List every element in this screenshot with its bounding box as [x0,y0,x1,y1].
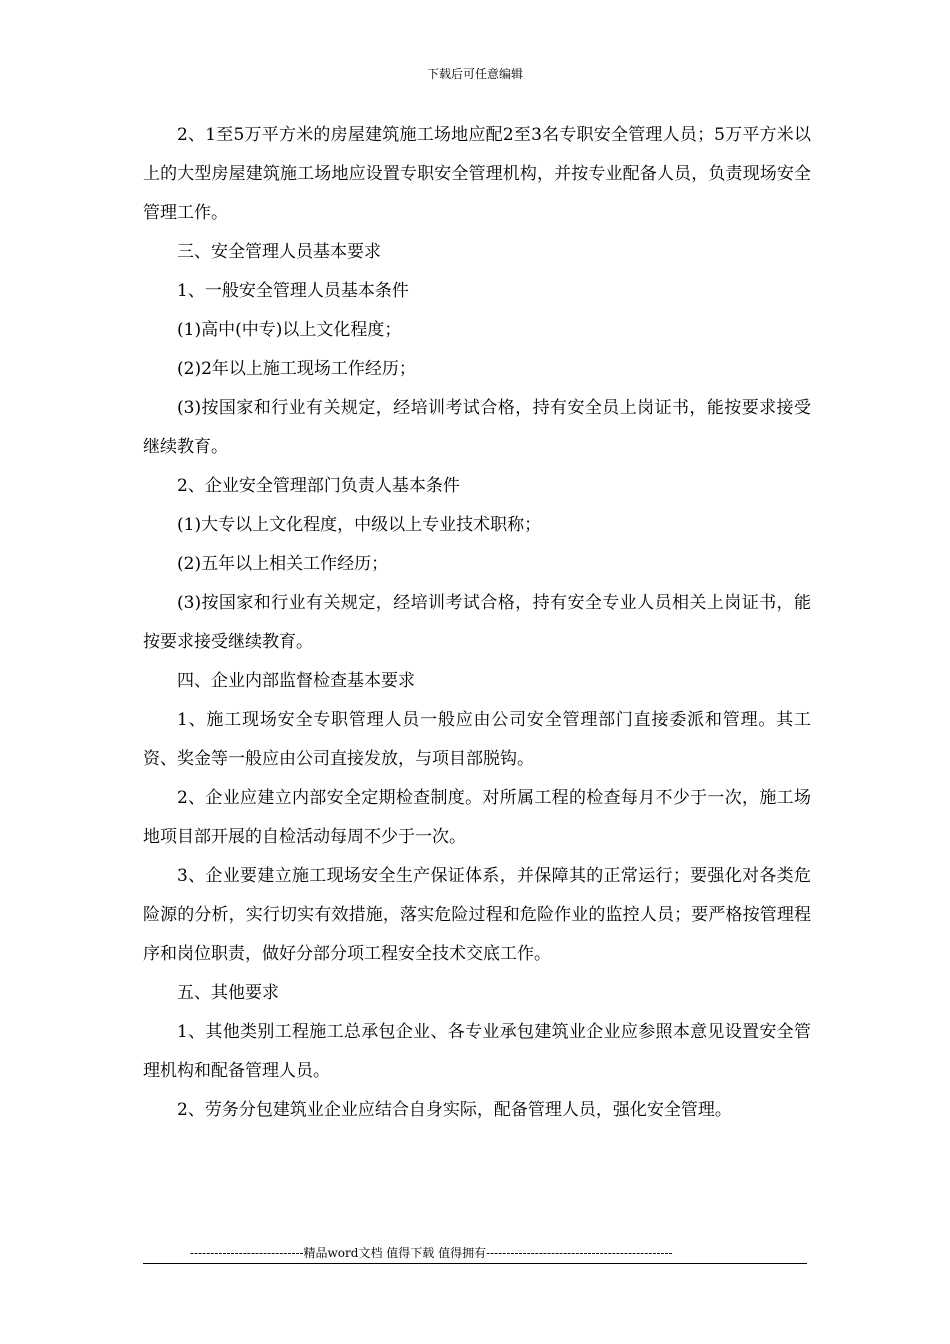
page-header: 下载后可任意编辑 [426,67,523,81]
paragraph: 1、其他类别工程施工总承包企业、各专业承包建筑业企业应参照本意见设置安全管理机构和配备管理人员。 [143,1022,811,1081]
section-heading-5: 五、其他要求 [177,983,279,1003]
subheading-general-staff: 1、一般安全管理人员基本条件 [177,281,409,301]
paragraph-staffing-by-area: 2、1至5万平方米的房屋建筑施工场地应配2至3名专职安全管理人员；5万平方米以上的大型房屋建筑施工场地应设置专职安全管理机构，并按专业配备人员，负责现场安全管理工作。 [143,125,811,223]
list-item: (3)按国家和行业有关规定，经培训考试合格，持有安全员上岗证书，能按要求接受继续教育。 [143,398,811,457]
list-item: (2)2年以上施工现场工作经历； [177,359,416,379]
paragraph: 2、企业应建立内部安全定期检查制度。对所属工程的检查每月不少于一次，施工场地项目部开展的自检活动每周不少于一次。 [143,788,811,847]
list-item: (3)按国家和行业有关规定，经培训考试合格，持有安全专业人员相关上岗证书，能按要求接受继续教育。 [143,593,811,652]
section-heading-4: 四、企业内部监督检查基本要求 [177,671,415,691]
subheading-department-head: 2、企业安全管理部门负责人基本条件 [177,476,460,496]
section-heading-3: 三、安全管理人员基本要求 [177,242,381,262]
footer-divider [143,1263,807,1264]
paragraph: 3、企业要建立施工现场安全生产保证体系，并保障其的正常运行；要强化对各类危险源的分析，实行切实有效措施，落实危险过程和危险作业的监控人员；要严格按管理程序和岗位职责，做好分部分项工程安全技术交底工作。 [143,866,811,964]
list-item: (2)五年以上相关工作经历； [177,554,389,574]
list-item: (1)高中(中专)以上文化程度； [177,320,402,340]
page-footer: ----------------------------精品word文档 值得下载 值得拥有---------------------------------------------- [190,1246,673,1260]
list-item: (1)大专以上文化程度，中级以上专业技术职称； [177,515,542,535]
paragraph: 1、施工现场安全专职管理人员一般应由公司安全管理部门直接委派和管理。其工资、奖金等一般应由公司直接发放，与项目部脱钩。 [143,710,811,769]
paragraph: 2、劳务分包建筑业企业应结合自身实际，配备管理人员，强化安全管理。 [177,1100,732,1120]
document-body [143,116,811,1130]
